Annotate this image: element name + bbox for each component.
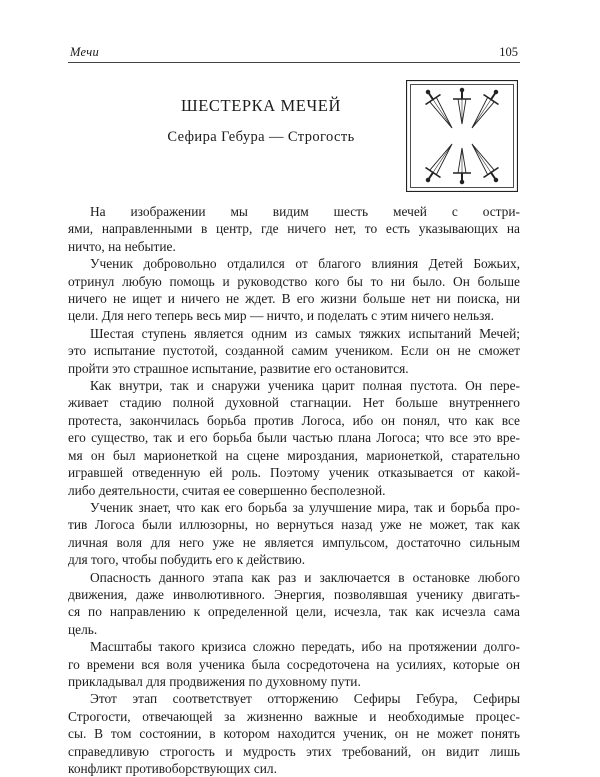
text-line: прикладывал для продвижения по духовному пути. xyxy=(68,673,361,689)
paragraph xyxy=(68,638,520,690)
paragraph xyxy=(68,690,520,777)
text-line: игравшей отведенную ей роль. Поэтому ученик отказывается от какой- xyxy=(68,465,520,481)
paragraph xyxy=(68,499,520,569)
text-line: цель. xyxy=(68,621,98,637)
text-line: тив Логоса были иллюзорны, но вернуться назад уже не может, так как xyxy=(68,517,520,533)
six-swords-card-icon xyxy=(406,80,518,192)
sword-pommel xyxy=(426,178,430,182)
text-line: конфликт противоборствующих сил. xyxy=(68,761,277,776)
text-line: его существо, так и его борьба были частью плана Логоса; что все это вре- xyxy=(68,430,520,446)
running-head xyxy=(68,44,520,60)
paragraph xyxy=(68,377,520,499)
body-text xyxy=(68,203,520,777)
text-line: справедливую строгость и мудрость этих требований, он видит лишь xyxy=(68,743,520,759)
text-line: На изображении мы видим шесть мечей с остри- xyxy=(90,204,520,219)
paragraph xyxy=(68,325,520,377)
sword-pommel xyxy=(494,90,498,94)
text-line: цели. Для него теперь весь мир — ничто, и поделать с этим ничего нельзя. xyxy=(68,308,494,324)
chapter-title: ШЕСТЕРКА МЕЧЕЙ xyxy=(181,96,341,115)
sword-pommel xyxy=(460,88,464,92)
running-title: Мечи xyxy=(70,45,100,59)
paragraph xyxy=(68,569,520,639)
text-line: Ученик знает, что как его борьба за улучшение мира, так и борьба про- xyxy=(90,499,520,515)
text-line: Шестая ступень является одним из самых тяжких испытаний Мечей; xyxy=(90,325,520,341)
text-line: пройти это страшное испытание, развитие его остановится. xyxy=(68,360,409,376)
text-line: Опасность данного этапа как раз и заключается в остановке любого xyxy=(90,569,520,585)
text-line: мя он был марионеткой на сцене мироздания, марионеткой, старательно xyxy=(68,447,520,463)
text-line: для того, чтобы побудить его к действию. xyxy=(68,552,306,568)
text-line: движения, даже инволютивного. Энергия, позволявшая ученику двигать- xyxy=(68,586,520,602)
header-rule xyxy=(68,62,520,63)
chapter-subtitle: Сефира Гебура — Строгость xyxy=(167,129,355,145)
text-line: это испытание пустотой, созданной самим учеником. Если он не сможет xyxy=(68,343,520,359)
sword-pommel xyxy=(494,178,498,182)
text-line: живает стадию полной духовной стагнации. Нет больше внутреннего xyxy=(68,395,520,411)
text-line: ями, направленными в центр, где ничего нет, то есть указывающих на xyxy=(68,221,520,237)
page-number: 105 xyxy=(499,45,518,59)
text-line: отринул любую помощь и руководство кого бы то ни было. Он больше xyxy=(68,273,520,289)
text-line: личная воля для него уже не является импульсом, достаточно сильным xyxy=(68,534,520,550)
sword-pommel xyxy=(460,180,464,184)
text-line: Этот этап соответствует отторжению Сефиры Гебура, Сефиры xyxy=(90,691,520,707)
sword-pommel xyxy=(426,90,430,94)
text-line: протеста, закончилась борьба против Логоса, ибо он понял, что как все xyxy=(68,412,520,428)
text-line: ничто, на небытие. xyxy=(68,238,176,254)
text-line: либо деятельности, считая ее совершенно бесполезной. xyxy=(68,482,386,498)
paragraph xyxy=(68,203,520,255)
text-line: Как внутри, так и снаружи ученика царит полная пустота. Он пере- xyxy=(90,378,520,394)
text-line: ничего не ищет и ничего не ждет. В его жизни больше нет ни поиска, ни xyxy=(68,291,520,307)
text-line: Ученик добровольно отдалился от благого влияния Детей Божьих, xyxy=(90,256,520,272)
text-line: го времени вся воля ученика была сосредоточена на усилиях, которые он xyxy=(68,656,520,672)
text-line: Масштабы такого кризиса сложно передать, ибо на протяжении долго- xyxy=(90,639,520,655)
text-line: Строгости, отвечающей за жизненно важные и необходимые процес- xyxy=(68,708,520,724)
paragraph xyxy=(68,255,520,325)
text-line: ся по направлению к определенной цели, исчезла, так как исчезла сама xyxy=(68,604,520,620)
card-illustration xyxy=(406,80,518,192)
text-line: сы. В том состоянии, в котором находится ученик, он не может понять xyxy=(68,726,520,742)
